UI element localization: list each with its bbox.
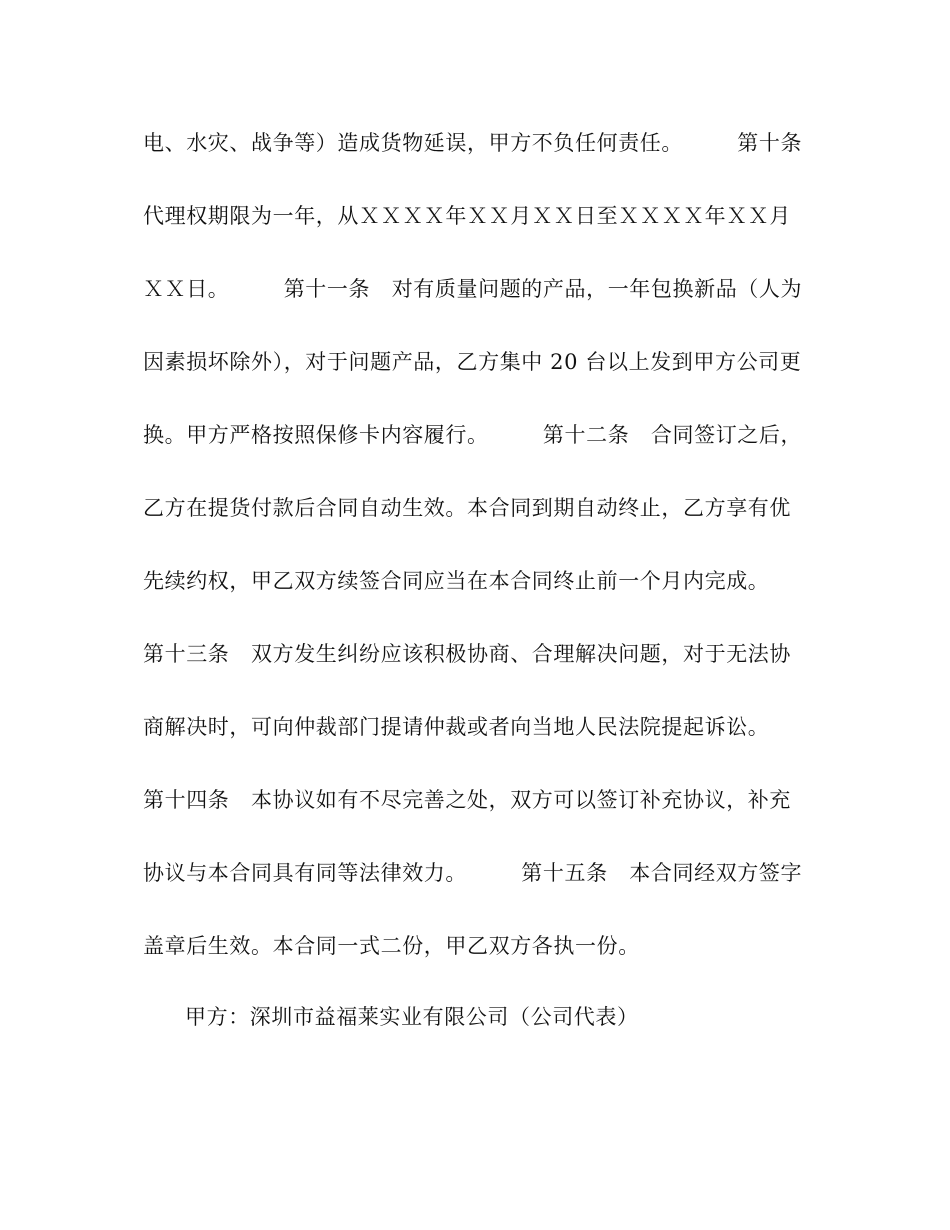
text-line: 第十四条 本协议如有不尽完善之处，双方可以签订补充协议，补充: [143, 788, 791, 812]
text-line: 先续约权，甲乙双方续签合同应当在本合同终止前一个月内完成。: [143, 569, 770, 593]
text-line: 代理权期限为一年，从ＸＸＸＸ年ＸＸ月ＸＸ日至ＸＸＸＸ年ＸＸ月: [143, 204, 791, 228]
text-line: 换。甲方严格按照保修卡内容履行。 第十二条 合同签订之后，: [143, 423, 803, 447]
text-line: 因素损坏除外），对于问题产品，乙方集中 20 台以上发到甲方公司更: [143, 350, 802, 374]
text-line: ＸＸ日。 第十一条 对有质量问题的产品，一年包换新品（人为: [143, 277, 803, 301]
text-line: 盖章后生效。本合同一式二份，甲乙双方各执一份。: [143, 934, 640, 958]
text-line: 协议与本合同具有同等法律效力。 第十五条 本合同经双方签字: [143, 861, 803, 885]
text-line: 商解决时，可向仲裁部门提请仲裁或者向当地人民法院提起诉讼。: [143, 715, 770, 739]
text-line: 乙方在提货付款后合同自动生效。本合同到期自动终止，乙方享有优: [143, 496, 791, 520]
text-line: 第十三条 双方发生纠纷应该积极协商、合理解决问题，对于无法协: [143, 642, 791, 666]
text-line: 电、水灾、战争等）造成货物延误，甲方不负任何责任。 第十条: [143, 131, 803, 155]
party-a-signature-line: 甲方：深圳市益福莱实业有限公司（公司代表）: [185, 1005, 639, 1029]
contract-body: [143, 122, 808, 998]
